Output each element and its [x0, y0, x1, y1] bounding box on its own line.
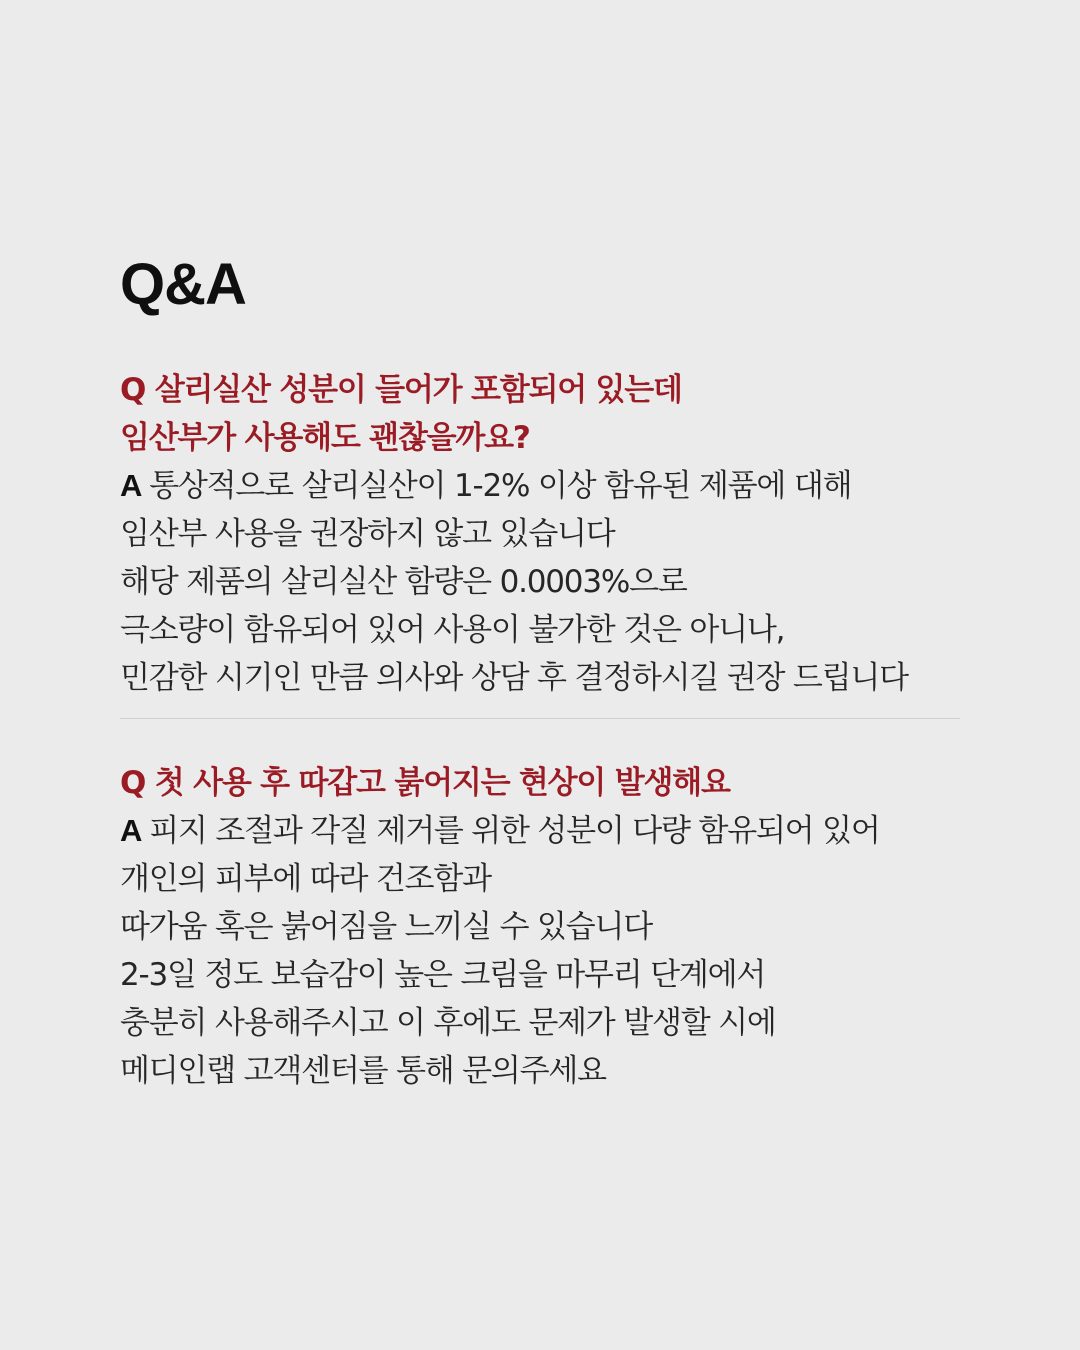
answer-line [120, 462, 960, 510]
answer-line: 민감한 시기인 만큼 의사와 상담 후 결정하시길 권장 드립니다 [120, 660, 908, 696]
answer-line: 극소량이 함유되어 있어 사용이 불가한 것은 아니나, [120, 612, 785, 648]
page-title: Q&A [120, 252, 246, 317]
answer-line: 따가움 혹은 붉어짐을 느끼실 수 있습니다 [120, 909, 652, 945]
answer-line: 충분히 사용해주시고 이 후에도 문제가 발생할 시에 [120, 1005, 776, 1041]
question-line: Q 첫 사용 후 따갑고 붉어지는 현상이 발생해요 [120, 765, 730, 801]
answer-line: 2-3일 정도 보습감이 높은 크림을 마무리 단계에서 [120, 957, 766, 993]
answer-text: 피지 조절과 각질 제거를 위한 성분이 다량 함유되어 있어 [149, 813, 880, 849]
answer-prefix: A [120, 813, 142, 848]
section-divider [120, 718, 960, 719]
answer-line: 개인의 피부에 따라 건조함과 [120, 861, 491, 897]
question-line: 임산부가 사용해도 괜찮을까요? [120, 420, 530, 456]
question-line: Q 살리실산 성분이 들어가 포함되어 있는데 [120, 372, 682, 408]
answer-line: 해당 제품의 살리실산 함량은 0.0003%으로 [120, 564, 687, 600]
answer-line: 임산부 사용을 권장하지 않고 있습니다 [120, 516, 615, 552]
answer-line [120, 807, 960, 855]
qa-page [120, 252, 960, 1095]
answer-line: 메디인랩 고객센터를 통해 문의주세요 [120, 1053, 606, 1089]
qa-item-2 [120, 759, 960, 1095]
answer-prefix: A [120, 468, 142, 503]
qa-item-1 [120, 366, 960, 702]
answer-text: 통상적으로 살리실산이 1-2% 이상 함유된 제품에 대해 [149, 468, 852, 504]
